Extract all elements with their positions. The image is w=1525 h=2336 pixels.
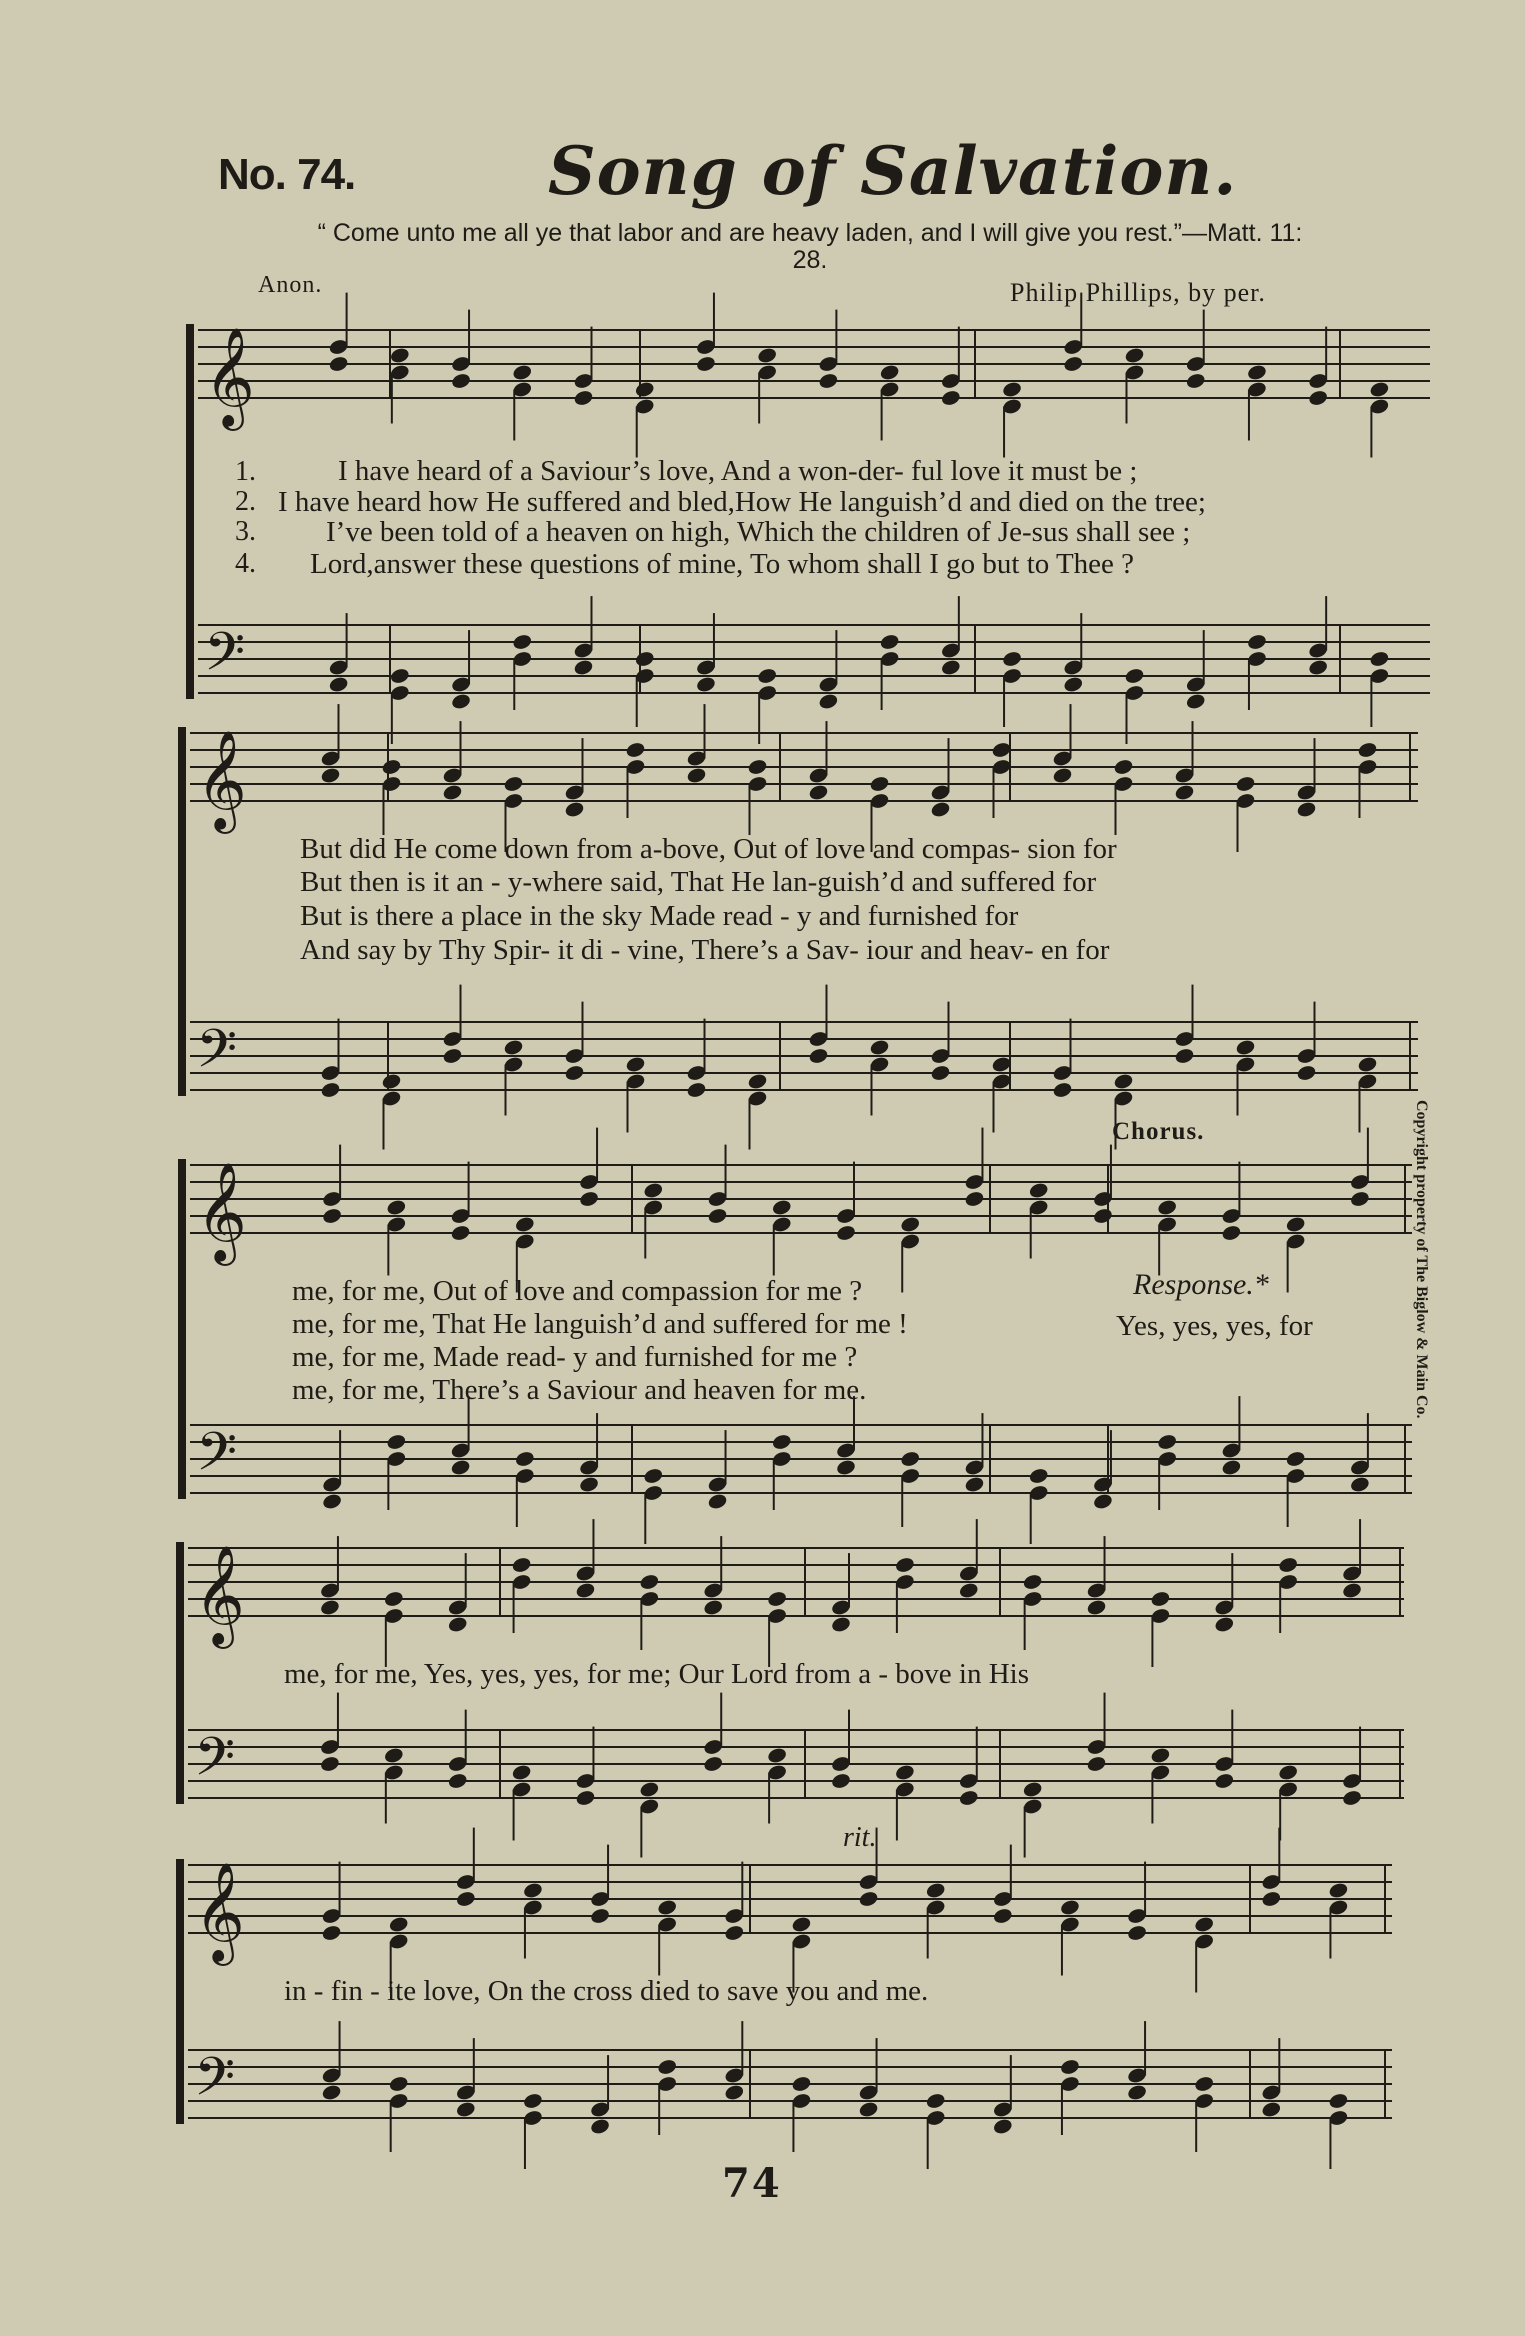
lyric-line: me, for me, There’s a Saviour and heaven for me.	[292, 1374, 867, 1406]
chorus-label: Chorus.	[1112, 1118, 1205, 1145]
lyric-line: But is there a place in the sky Made read - y and furnished for	[300, 900, 1019, 932]
verse-number: 3.	[235, 516, 256, 547]
verse-number: 4.	[235, 548, 256, 579]
response-label: Response.*	[1133, 1268, 1269, 1301]
response-lyric: Yes, yes, yes, for	[1116, 1310, 1313, 1342]
svg-text:𝄢: 𝄢	[204, 622, 246, 696]
lyric-line: I’ve been told of a heaven on high, Which the children of Je-sus shall see ;	[326, 516, 1191, 548]
lyric-line: me, for me, Made read- y and furnished for me ?	[292, 1341, 858, 1373]
lyric-line: But then is it an - y-where said, That He lan-guish’d and suffered for	[300, 866, 1097, 898]
music-credit: Philip Phillips, by per.	[1010, 278, 1266, 307]
verse-number: 2.	[235, 486, 256, 517]
lyric-line: me, for me, Yes, yes, yes, for me; Our Lord from a - bove in His	[284, 1658, 1029, 1690]
svg-text:𝄢: 𝄢	[194, 1727, 236, 1801]
svg-text:𝄞: 𝄞	[194, 1545, 245, 1645]
tempo-mark: rit.	[843, 1822, 877, 1853]
lyric-line: I have heard how He suffered and bled,How He languish’d and died on the tree;	[278, 486, 1206, 518]
svg-text:𝄞: 𝄞	[196, 1162, 247, 1262]
verse-number: 1.	[235, 456, 256, 487]
svg-text:𝄞: 𝄞	[196, 730, 247, 830]
hymn-number: No. 74.	[218, 150, 356, 199]
lyric-line: me, for me, That He languish’d and suffered for me !	[292, 1308, 908, 1340]
copyright-text: Copyright property of The Biglow & Main Co.	[1413, 1100, 1430, 1419]
svg-text:𝄞: 𝄞	[204, 327, 255, 427]
svg-text:𝄢: 𝄢	[196, 1422, 238, 1496]
page-number: 74	[722, 2160, 782, 2207]
lyric-line: And say by Thy Spir- it di - vine, There’s a Sav- iour and heav- en for	[300, 934, 1110, 966]
svg-text:𝄢: 𝄢	[196, 1019, 238, 1093]
lyric-line: in - fin - ite love, On the cross died to save you and me.	[284, 1975, 929, 2007]
epigraph: “ Come unto me all ye that labor and are heavy laden, and I will give you rest.”—Matt. 11: 28.	[317, 219, 1303, 274]
words-credit: Anon.	[258, 272, 323, 298]
svg-text:𝄞: 𝄞	[194, 1862, 245, 1962]
lyric-line: But did He come down from a-bove, Out of love and compas- sion for	[300, 833, 1117, 865]
lyric-line: I have heard of a Saviour’s love, And a won-der- ful love it must be ;	[338, 455, 1138, 487]
svg-text:𝄢: 𝄢	[194, 2047, 236, 2121]
hymn-title: Song of Salvation.	[548, 132, 1238, 210]
copyright-notice	[1406, 1100, 1430, 1540]
lyric-line: Lord,answer these questions of mine, To whom shall I go but to Thee ?	[310, 548, 1135, 580]
lyric-line: me, for me, Out of love and compassion for me ?	[292, 1275, 863, 1307]
